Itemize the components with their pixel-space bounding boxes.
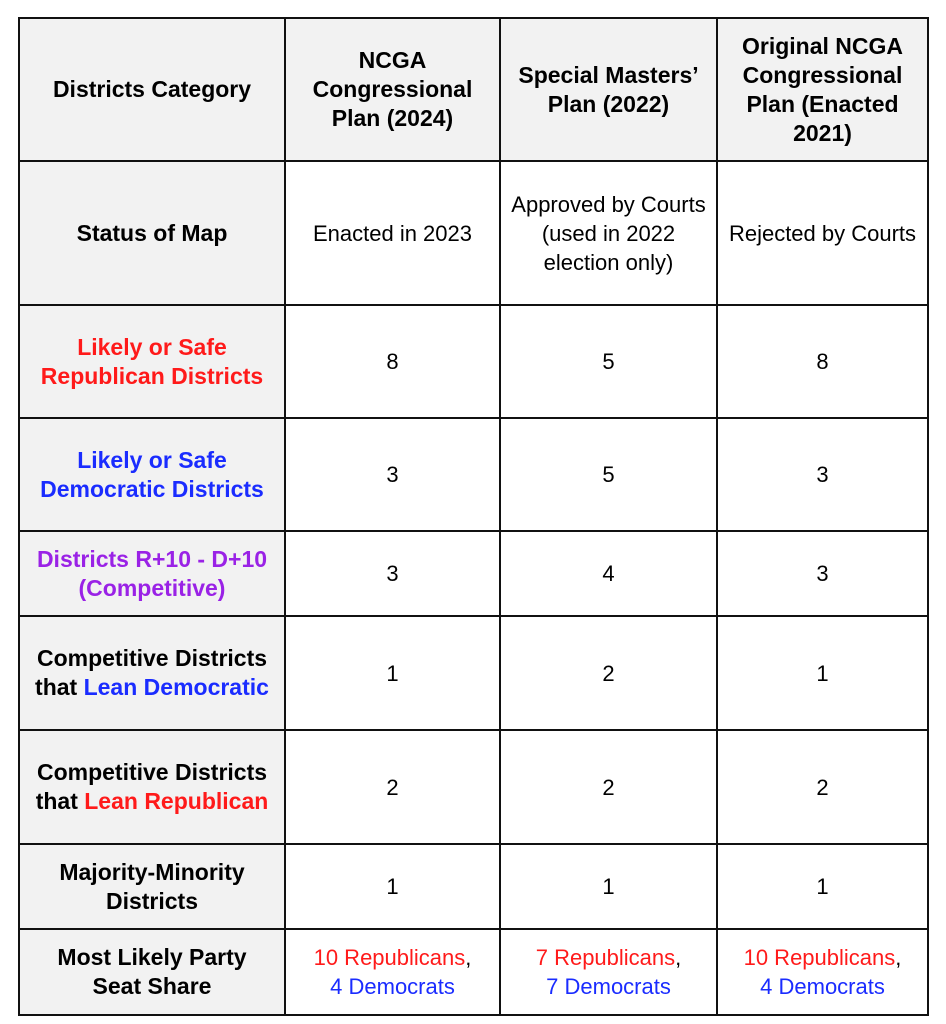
cell-seat-share-2024 xyxy=(285,929,500,1015)
cell-lean-rep-original: 2 xyxy=(717,730,928,844)
header-original-2021: Original NCGA Congressional Plan (Enacted 2021) xyxy=(717,18,928,161)
cell-safe-rep-original: 8 xyxy=(717,305,928,418)
row-status xyxy=(19,161,928,305)
row-label-safe-democratic: Likely or Safe Democratic Districts xyxy=(19,418,285,531)
row-safe-republican xyxy=(19,305,928,418)
seat-sep-2024: , xyxy=(465,945,472,970)
row-label-status: Status of Map xyxy=(19,161,285,305)
cell-lean-rep-special: 2 xyxy=(500,730,717,844)
cell-majmin-special: 1 xyxy=(500,844,717,929)
seat-dem-2024: 4 Democrats xyxy=(330,974,455,999)
row-label-lean-republican xyxy=(19,730,285,844)
cell-competitive-special: 4 xyxy=(500,531,717,616)
districts-comparison-table xyxy=(18,17,929,1016)
cell-status-2024: Enacted in 2023 xyxy=(285,161,500,305)
cell-seat-share-original xyxy=(717,929,928,1015)
cell-competitive-original: 3 xyxy=(717,531,928,616)
row-lean-republican xyxy=(19,730,928,844)
lean-dem-highlight: Lean Democratic xyxy=(83,674,269,700)
lean-rep-highlight: Lean Republican xyxy=(84,788,269,814)
cell-lean-rep-2024: 2 xyxy=(285,730,500,844)
row-seat-share xyxy=(19,929,928,1015)
row-label-safe-republican: Likely or Safe Republican Districts xyxy=(19,305,285,418)
row-lean-democratic xyxy=(19,616,928,730)
row-competitive xyxy=(19,531,928,616)
cell-majmin-2024: 1 xyxy=(285,844,500,929)
cell-safe-rep-special: 5 xyxy=(500,305,717,418)
cell-safe-dem-original: 3 xyxy=(717,418,928,531)
cell-lean-dem-original: 1 xyxy=(717,616,928,730)
cell-competitive-2024: 3 xyxy=(285,531,500,616)
lean-rep-prefix: Competitive Districts that xyxy=(35,759,268,814)
row-safe-democratic xyxy=(19,418,928,531)
cell-safe-dem-special: 5 xyxy=(500,418,717,531)
row-majority-minority xyxy=(19,844,928,929)
seat-rep-original: 10 Republicans xyxy=(743,945,896,970)
header-category: Districts Category xyxy=(19,18,285,161)
cell-lean-dem-2024: 1 xyxy=(285,616,500,730)
seat-sep-special: , xyxy=(675,945,682,970)
header-row xyxy=(19,18,928,161)
cell-safe-rep-2024: 8 xyxy=(285,305,500,418)
seat-rep-2024: 10 Republicans xyxy=(313,945,466,970)
seat-dem-special: 7 Democrats xyxy=(546,974,671,999)
header-plan-2024: NCGA Congressional Plan (2024) xyxy=(285,18,500,161)
cell-seat-share-special xyxy=(500,929,717,1015)
header-special-masters: Special Masters’ Plan (2022) xyxy=(500,18,717,161)
lean-dem-prefix: Competitive Districts that xyxy=(35,645,268,700)
row-label-competitive: Districts R+10 - D+10 (Competitive) xyxy=(19,531,285,616)
row-label-lean-democratic xyxy=(19,616,285,730)
row-label-seat-share: Most Likely Party Seat Share xyxy=(19,929,285,1015)
seat-rep-special: 7 Republicans xyxy=(535,945,676,970)
cell-status-original: Rejected by Courts xyxy=(717,161,928,305)
seat-dem-original: 4 Democrats xyxy=(760,974,885,999)
row-label-majority-minority: Majority-Minority Districts xyxy=(19,844,285,929)
cell-status-special: Approved by Courts (used in 2022 election only) xyxy=(500,161,717,305)
cell-majmin-original: 1 xyxy=(717,844,928,929)
cell-safe-dem-2024: 3 xyxy=(285,418,500,531)
cell-lean-dem-special: 2 xyxy=(500,616,717,730)
seat-sep-original: , xyxy=(895,945,902,970)
